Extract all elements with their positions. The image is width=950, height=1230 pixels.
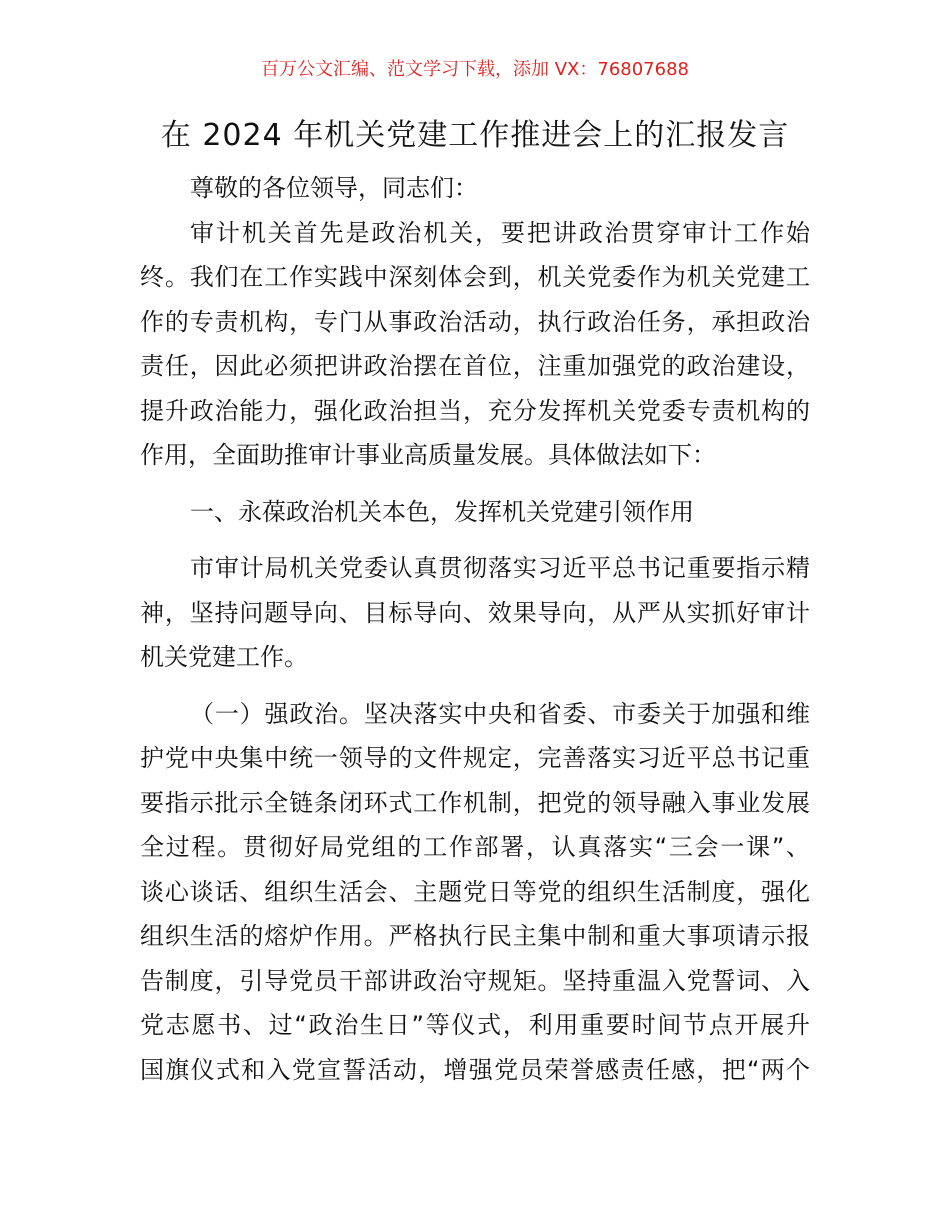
- text-line: 全过程。贯彻好局党组的工作部署，认真落实“三会一课”、: [140, 833, 810, 861]
- subsection-paragraph: [140, 692, 810, 1093]
- document-body: [140, 166, 810, 1092]
- text-line: 提升政治能力，强化政治担当，充分发挥机关党委专责机构的: [140, 396, 810, 425]
- text-line: 神，坚持问题导向、目标导向、效果导向，从严从实抓好审计: [140, 598, 810, 627]
- text-line: 尊敬的各位领导，同志们：: [190, 174, 478, 202]
- text-line: 责任，因此必须把讲政治摆在首位，注重加强党的政治建设，: [140, 352, 810, 380]
- section-paragraph: [140, 546, 810, 680]
- salutation: [140, 166, 810, 211]
- text-line: 谈心谈话、组织生活会、主题党日等党的组织生活制度，强化: [140, 877, 810, 906]
- text-line: 审计机关首先是政治机关，要把讲政治贯穿审计工作始: [190, 218, 810, 247]
- watermark-banner: 百万公文汇编、范文学习下载，添加 VX：76807688: [261, 59, 689, 80]
- text-line: 国旗仪式和入党宣誓活动，增强党员荣誉感责任感，把“两个: [140, 1055, 810, 1084]
- text-line: （一）强政治。坚决落实中央和省委、市委关于加强和维: [190, 699, 810, 728]
- section-heading: [140, 490, 810, 535]
- text-line: 一、永葆政治机关本色，发挥机关党建引领作用: [190, 497, 694, 526]
- text-line: 告制度，引导党员干部讲政治守规矩。坚持重温入党誓词、入: [140, 966, 810, 995]
- document-title: 在 2024 年机关党建工作推进会上的汇报发言: [160, 118, 790, 153]
- text-line: 作用，全面助推审计事业高质量发展。具体做法如下：: [140, 441, 716, 469]
- text-line: 机关党建工作。: [140, 643, 308, 671]
- text-line: 组织生活的熔炉作用。严格执行民主集中制和重大事项请示报: [140, 922, 810, 950]
- text-line: 要指示批示全链条闭环式工作机制，把党的领导融入事业发展: [140, 788, 810, 817]
- text-line: 市审计局机关党委认真贯彻落实习近平总书记重要指示精: [190, 554, 810, 582]
- text-line: 护党中央集中统一领导的文件规定，完善落实习近平总书记重: [140, 744, 810, 772]
- text-line: 作的专责机构，专门从事政治活动，执行政治任务，承担政治: [140, 307, 810, 336]
- text-line: 党志愿书、过“政治生日”等仪式，利用重要时间节点开展升: [140, 1011, 810, 1039]
- text-line: 终。我们在工作实践中深刻体会到，机关党委作为机关党建工: [140, 263, 810, 291]
- intro-paragraph: [140, 211, 810, 478]
